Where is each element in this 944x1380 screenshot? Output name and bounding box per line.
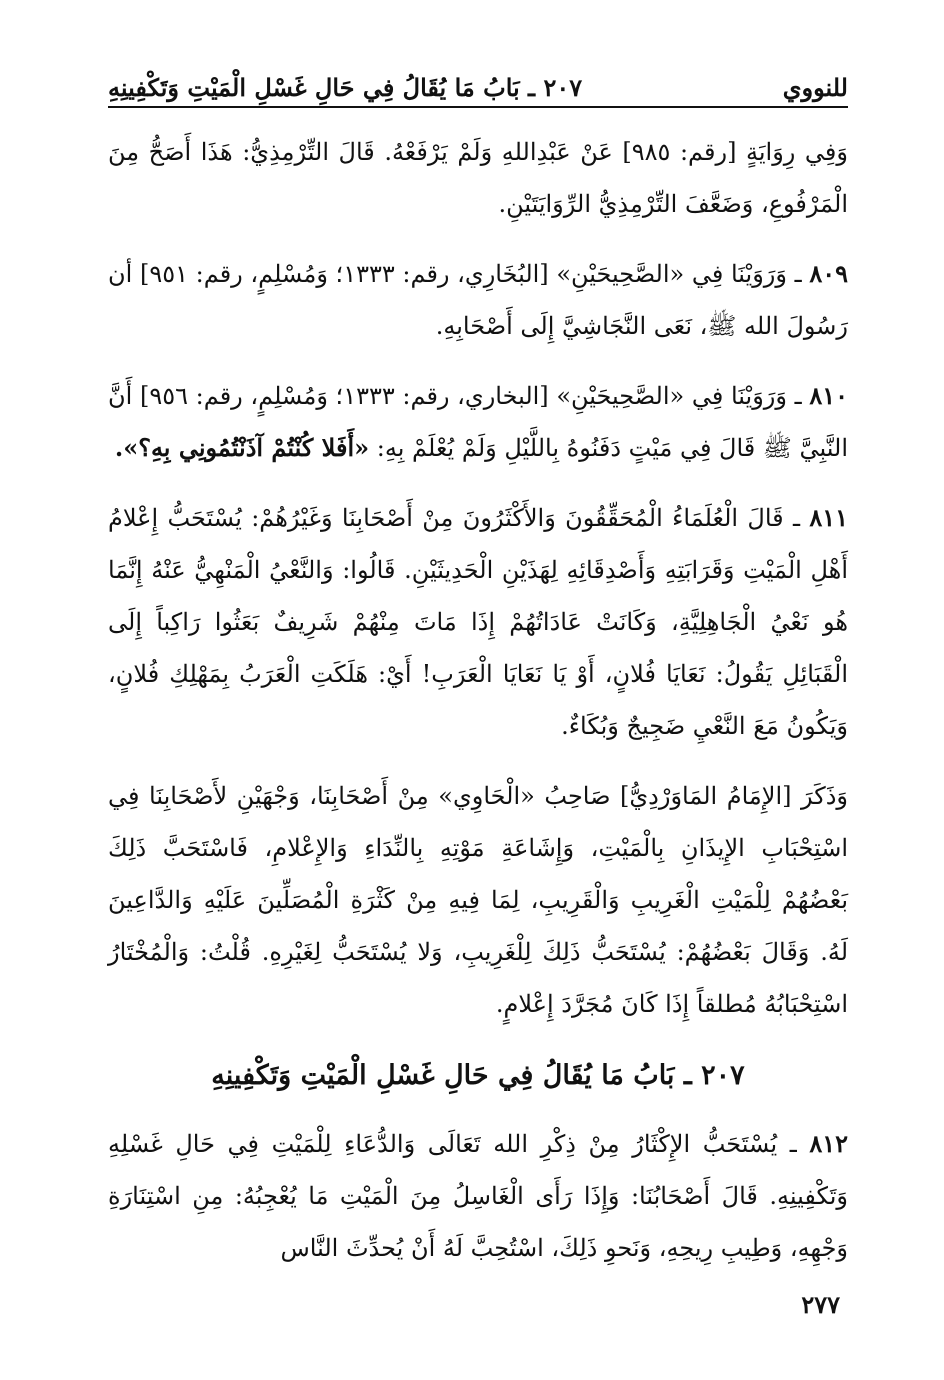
paragraph-narration xyxy=(108,126,848,230)
paragraph-text: ـ وَرَوَيْنَا فِي «الصَّحِيحَيْنِ» [البُخَارِي، رقم: ١٣٣٣؛ وَمُسْلِمٍ، رقم: ٩٥١] أن رَسُولَ الله ﷺ، نَعَى النَّجَاشِيَّ إِلَى أَصْحَابِهِ. xyxy=(108,260,848,340)
paragraph-812 xyxy=(108,1118,848,1274)
header-author: للنووي xyxy=(782,73,848,102)
hadith-number: ٨١٠ xyxy=(809,381,848,410)
paragraph-text: ـ وَرَوَيْنَا فِي «الصَّحِيحَيْنِ» [البخاري، رقم: ١٣٣٣؛ وَمُسْلِمٍ، رقم: ٩٥٦] أَنَّ النَّبِيَّ ﷺ قَالَ فِي مَيْتٍ دَفَنُوهُ بِاللَّيْلِ وَلَمْ يُعْلَمْ بِهِ: xyxy=(108,382,848,462)
hadith-number: ٨٠٩ xyxy=(809,259,848,288)
running-header xyxy=(108,56,848,108)
paragraph-text: ـ قَالَ الْعُلَمَاءُ الْمُحَقِّقُونَ وَالأَكْثَرُونَ مِنْ أَصْحَابِنَا وَغَيْرُهُمْ: يُسْتَحَبُّ إِعْلامُ أَهْلِ الْمَيْتِ وَقَرَابَتِهِ وَأَصْدِقَائِهِ لِهَذَيْنِ الْحَدِيثَيْنِ. قَالُوا: وَالنَّعْيُ الْمَنْهِيُّ عَنْهُ إِنَّمَا هُو نَعْيُ الْجَاهِلِيَّةِ، وَكَانَتْ عَادَاتُهُمْ إِذَا مَاتَ مِنْهُمْ شَرِيفٌ بَعَثُوا رَاكِباً إِلَى الْقَبَائِلِ يَقُولُ: نَعَايَا فُلانٍ، أَوْ يَا نَعَايَا الْعَرَبِ! أَيْ: هَلَكَتِ الْعَرَبُ بِمَهْلِكِ فُلانٍ، وَيَكُونُ مَعَ النَّعْيِ ضَجِيجٌ وَبُكَاءٌ. xyxy=(108,504,848,740)
paragraph-811 xyxy=(108,492,848,752)
header-chapter-title: ٢٠٧ ـ بَابُ مَا يُقَالُ فِي حَالِ غَسْلِ الْمَيْتِ وَتَكْفِينِهِ xyxy=(108,73,583,102)
paragraph-text: ـ يُسْتَحَبُّ الإِكْثَارُ مِنْ ذِكْرِ الله تَعَالَى وَالدُّعَاءِ لِلْمَيْتِ فِي حَالِ غَسْلِهِ وَتَكْفِينِهِ. قَالَ أَصْحَابُنَا: وَإِذَا رَأَى الْغَاسِلُ مِنَ الْمَيْتِ مَا يُعْجِبُهُ: مِنِ اسْتِنَارَةِ وَجْهِهِ، وَطِيبِ رِيحِهِ، وَنَحوِ ذَلِكَ، اسْتُحِبَّ لَهُ أَنْ يُحدِّثَ النَّاس xyxy=(108,1130,848,1262)
section-heading: ٢٠٧ ـ بَابُ مَا يُقَالُ فِي حَالِ غَسْلِ الْمَيْتِ وَتَكْفِينِهِ xyxy=(211,1060,745,1091)
paragraph-810 xyxy=(108,370,848,474)
hadith-quote: «أَفَلا كُنْتُمْ آذَنْتُمُونِي بِهِ؟». xyxy=(114,433,370,462)
hadith-number: ٨١١ xyxy=(809,503,848,532)
paragraph-mawardi xyxy=(108,770,848,1030)
paragraph-text: وَفِي رِوَايَةٍ [رقم: ٩٨٥] عَنْ عَبْدِاللهِ وَلَمْ يَرْفَعْهُ. قَالَ التِّرْمِذِيُّ: هَذَا أَصَحُّ مِنَ الْمَرْفُوعِ، وَضَعَّفَ التِّرْمِذِيُّ الرِّوَايَتَيْنِ. xyxy=(108,138,848,218)
page-body xyxy=(108,126,848,1292)
paragraph-text: وَذَكَرَ [الإِمَامُ المَاوَرْدِيُّ] صَاحِبُ «الْحَاوِي» مِنْ أَصْحَابِنَا، وَجْهَيْنِ لأَصْحَابِنَا فِي اسْتِحْبَابِ الإِيذَانِ بِالْمَيْتِ، وَإِشَاعَةِ مَوْتِهِ بِالنِّدَاءِ وَالإِعْلامِ، فَاسْتَحَبَّ ذَلِكَ بَعْضُهُمْ لِلْمَيْتِ الْغَرِيبِ وَالْقَرِيبِ، لِمَا فِيهِ مِنْ كَثْرَةِ الْمُصَلِّينَ عَلَيْهِ وَالدَّاعِينَ لَهُ. وَقَالَ بَعْضُهُمْ: يُسْتَحَبُّ ذَلِكَ لِلْغَرِيبِ، وَلا يُسْتَحَبُّ لِغَيْرِهِ. قُلْتُ: وَالْمُخْتَارُ اسْتِحْبَابُهُ مُطلقاً إِذَا كَانَ مُجَرَّدَ إِعْلامٍ. xyxy=(108,782,849,1018)
paragraph-809 xyxy=(108,248,848,352)
hadith-number: ٨١٢ xyxy=(809,1129,848,1158)
page-number: ٢٧٧ xyxy=(801,1290,840,1319)
